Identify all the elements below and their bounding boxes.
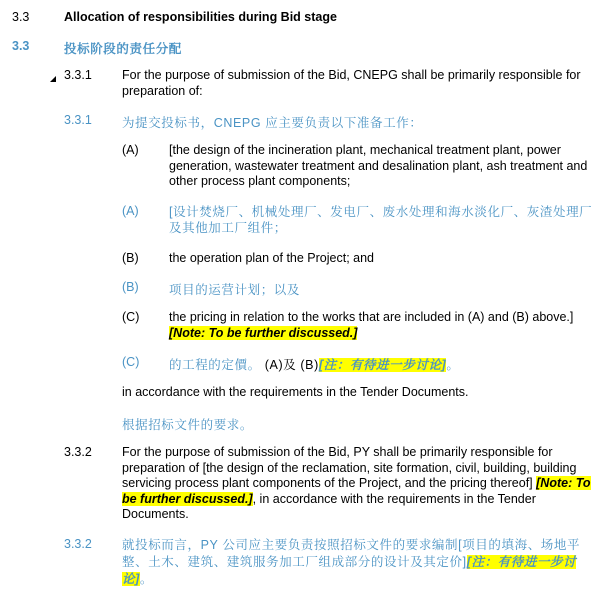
item-text-a-zh: [设计焚烧厂、机械处理厂、发电厂、废水处理和海水淡化厂、灰渣处理厂及其他加工厂组件； [169, 205, 593, 235]
bracket-close: ] [569, 310, 574, 324]
section-title-zh: 投标阶段的责任分配 [64, 42, 182, 56]
item-label-b-en: (B) [122, 251, 139, 265]
note-highlight-zh: [注：有待进一步讨论] [318, 358, 447, 372]
section-number-zh: 3.3 [12, 39, 30, 53]
item-text-c-en-body: the pricing in relation to the works that are included in (A) and (B) above. [169, 310, 570, 324]
clause-332-text-en [122, 445, 600, 523]
clause-332-text-zh-end: 。 [139, 572, 153, 586]
item-label-c-zh: (C) [122, 355, 140, 369]
item-text-a-en: [the design of the incineration plant, mechanical treatment plant, power generation, wastewater treatment and desalination plant, ash treatment and other process plant components; [169, 143, 588, 188]
item-text-b-zh: 项目的运营计划；以及 [169, 283, 301, 297]
clause-332-text-en-1: For the purpose of submission of the Bid, PY shall be primarily responsible for preparation of [the design of the reclamation, site formation, civil, building, building servicing process plant components of the Project, and the pricing thereof] [122, 445, 577, 490]
item-label-b-zh: (B) [122, 280, 139, 294]
item-text-c-en [169, 310, 589, 341]
clause-332-number-zh: 3.3.2 [64, 537, 92, 551]
clause-tail-zh: 根据招标文件的要求。 [122, 418, 254, 432]
item-label-a-zh: (A) [122, 204, 139, 218]
clause-number-zh: 3.3.1 [64, 113, 92, 127]
item-text-c-zh-end: 。 [446, 358, 460, 372]
section-number-en: 3.3 [12, 10, 30, 24]
collapse-triangle-icon[interactable] [50, 76, 56, 82]
clause-text-zh: 为提交投标书，CNEPG 应主要负责以下准备工作： [122, 116, 423, 130]
item-text-c-zh-body: 的工程的定價。 [169, 358, 261, 372]
item-text-b-en: the operation plan of the Project; and [169, 251, 375, 265]
clause-332-number-en: 3.3.2 [64, 445, 92, 459]
clause-332-text-zh [122, 537, 594, 588]
note-highlight-332-en: [Note: To be further discussed.] [122, 476, 591, 506]
item-text-c-zh [169, 355, 459, 373]
item-label-a-en: (A) [122, 143, 139, 157]
clause-number-en: 3.3.1 [64, 68, 92, 82]
clause-text-en: For the purpose of submission of the Bid, CNEPG shall be primarily responsible for preparation of: [122, 68, 581, 98]
clause-tail-en: in accordance with the requirements in the Tender Documents. [122, 385, 469, 399]
item-label-c-en: (C) [122, 310, 140, 324]
section-title-en: Allocation of responsibilities during Bid stage [64, 10, 337, 24]
clause-332-text-en-2: , in accordance with the requirements in the Tender Documents. [122, 491, 536, 521]
note-highlight-en: [Note: To be further discussed.] [169, 325, 358, 340]
note-highlight-332-zh: [注：有待进一步讨论] [122, 555, 577, 586]
item-text-c-zh-ref: (A)及 (B) [260, 358, 319, 372]
clause-332-text-zh-1: 就投标而言，PY 公司应主要负责按照招标文件的要求编制[项目的填海、场地平整、土木、建筑、建筑服务加工厂组成部分的设计及其定价] [122, 538, 581, 569]
